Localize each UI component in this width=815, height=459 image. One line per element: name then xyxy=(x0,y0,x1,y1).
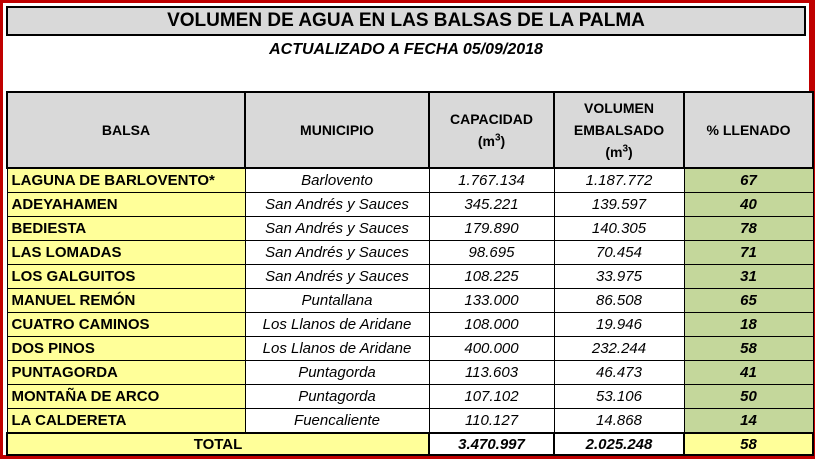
cell-llenado: 41 xyxy=(684,361,813,385)
cell-balsa: LAS LOMADAS xyxy=(7,241,245,265)
cell-capacidad: 133.000 xyxy=(429,289,554,313)
cell-volumen: 70.454 xyxy=(554,241,684,265)
table-row xyxy=(7,313,813,337)
cell-volumen: 53.106 xyxy=(554,385,684,409)
cell-llenado: 58 xyxy=(684,337,813,361)
table-row xyxy=(7,337,813,361)
total-label: TOTAL xyxy=(7,433,429,455)
cell-llenado: 31 xyxy=(684,265,813,289)
table-row xyxy=(7,265,813,289)
table-row xyxy=(7,289,813,313)
header-municipio: MUNICIPIO xyxy=(245,92,429,168)
cell-llenado: 67 xyxy=(684,168,813,193)
header-capacidad-label: CAPACIDAD xyxy=(450,111,533,127)
cell-capacidad: 108.000 xyxy=(429,313,554,337)
reservoir-table xyxy=(6,91,814,456)
cell-municipio: Fuencaliente xyxy=(245,409,429,434)
cell-balsa: PUNTAGORDA xyxy=(7,361,245,385)
cell-capacidad: 108.225 xyxy=(429,265,554,289)
cell-volumen: 232.244 xyxy=(554,337,684,361)
cell-volumen: 140.305 xyxy=(554,217,684,241)
cell-balsa: LOS GALGUITOS xyxy=(7,265,245,289)
header-capacidad xyxy=(429,92,554,168)
cell-capacidad: 1.767.134 xyxy=(429,168,554,193)
table-row xyxy=(7,409,813,434)
cell-municipio: Puntagorda xyxy=(245,385,429,409)
cell-llenado: 65 xyxy=(684,289,813,313)
cell-balsa: DOS PINOS xyxy=(7,337,245,361)
header-llenado: % LLENADO xyxy=(684,92,813,168)
cell-volumen: 19.946 xyxy=(554,313,684,337)
cell-llenado: 50 xyxy=(684,385,813,409)
table-row xyxy=(7,361,813,385)
cell-municipio: San Andrés y Sauces xyxy=(245,217,429,241)
cell-volumen: 46.473 xyxy=(554,361,684,385)
cell-volumen: 86.508 xyxy=(554,289,684,313)
table-row xyxy=(7,168,813,193)
total-row xyxy=(7,433,813,455)
cell-llenado: 18 xyxy=(684,313,813,337)
table-row xyxy=(7,241,813,265)
cell-capacidad: 113.603 xyxy=(429,361,554,385)
cell-capacidad: 345.221 xyxy=(429,193,554,217)
cell-municipio: Puntagorda xyxy=(245,361,429,385)
total-volumen: 2.025.248 xyxy=(554,433,684,455)
cell-capacidad: 107.102 xyxy=(429,385,554,409)
table-body xyxy=(7,168,813,433)
cell-volumen: 1.187.772 xyxy=(554,168,684,193)
cell-municipio: Barlovento xyxy=(245,168,429,193)
cell-balsa: CUATRO CAMINOS xyxy=(7,313,245,337)
table-row xyxy=(7,217,813,241)
cell-municipio: San Andrés y Sauces xyxy=(245,193,429,217)
table-row xyxy=(7,385,813,409)
cell-capacidad: 179.890 xyxy=(429,217,554,241)
cell-capacidad: 98.695 xyxy=(429,241,554,265)
report-title: VOLUMEN DE AGUA EN LAS BALSAS DE LA PALMA xyxy=(6,6,806,36)
report-subtitle: ACTUALIZADO A FECHA 05/09/2018 xyxy=(269,41,543,58)
cell-balsa: MANUEL REMÓN xyxy=(7,289,245,313)
cell-municipio: Los Llanos de Aridane xyxy=(245,337,429,361)
cell-municipio: San Andrés y Sauces xyxy=(245,265,429,289)
cell-capacidad: 400.000 xyxy=(429,337,554,361)
header-capacidad-unit: $(m^3)$ xyxy=(477,132,506,149)
cell-llenado: 40 xyxy=(684,193,813,217)
cell-llenado: 71 xyxy=(684,241,813,265)
cell-municipio: Puntallana xyxy=(245,289,429,313)
header-volumen-label: VOLUMEN xyxy=(584,100,654,116)
cell-municipio: Los Llanos de Aridane xyxy=(245,313,429,337)
cell-volumen: 33.975 xyxy=(554,265,684,289)
cell-llenado: 14 xyxy=(684,409,813,434)
total-llenado: 58 xyxy=(684,433,813,455)
cell-volumen: 14.868 xyxy=(554,409,684,434)
header-volumen-label2: EMBALSADO xyxy=(573,122,665,138)
cell-balsa: BEDIESTA xyxy=(7,217,245,241)
cell-capacidad: 110.127 xyxy=(429,409,554,434)
header-row xyxy=(7,92,813,168)
cell-volumen: 139.597 xyxy=(554,193,684,217)
report-frame xyxy=(3,3,809,455)
table-row xyxy=(7,193,813,217)
cell-balsa: ADEYAHAMEN xyxy=(7,193,245,217)
cell-balsa: LA CALDERETA xyxy=(7,409,245,434)
cell-balsa: MONTAÑA DE ARCO xyxy=(7,385,245,409)
header-balsa: BALSA xyxy=(7,92,245,168)
cell-llenado: 78 xyxy=(684,217,813,241)
cell-balsa: LAGUNA DE BARLOVENTO* xyxy=(7,168,245,193)
cell-municipio: San Andrés y Sauces xyxy=(245,241,429,265)
header-volumen xyxy=(554,92,684,168)
total-capacidad: 3.470.997 xyxy=(429,433,554,455)
header-volumen-unit: $(m^3)$ xyxy=(605,143,633,160)
